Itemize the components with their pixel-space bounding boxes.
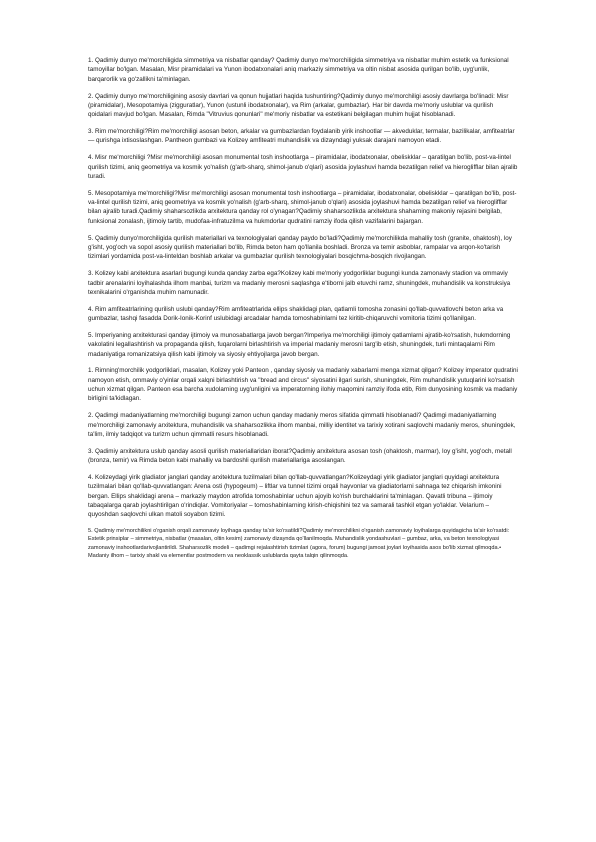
paragraph-8: 4. Rim amfiteatrlarining qurilish uslubi qanday?Rim amfiteatrlarida ellips shaklidagi plan, qatlamli tomosha zonasini qo'llab-quvvatlovchi beton arka va gumbazlar, tashqi fasadda Dorik-Ionik-Korinf uslubidagi arcadalar hamda tomoshabinlarni tez kiritib-chiqaruvchi vomitoria tizimi qo'llanilgan. xyxy=(88,305,504,323)
paragraph-7: 3. Kolizey kabi arxitektura asarlari bugungi kunda qanday zarba ega?Kolizey kabi me'moriy yodgorliklar bugungi kunda zamonaviy stadion va ommaviy tadbir arenalarini loyihalashda ilhom manbai, turizm va madaniy merosni saqlashga e'tiborni jalb etuvchi ramz, shuningdek, muhandislik va konstruksiya texnikalarini o'rganishda muhim namunadir. xyxy=(88,270,511,296)
paragraph-2: 2. Qadimiy dunyo me'morchiligining asosiy davrlari va qonun hujjatlari haqida tushuntiring?Qadimiy dunyo me'morchiligi asosiy davrlarga bo'linadi: Misr (piramidalar), Mesopotamiya (zigguratlar), Yunon (ustunli ibodatxonalar), va Rim (arkalar, gumbazlar). Har bir davrda me'moriy uslublar va qurilish qoidalari mavjud bo'lgan. Masalan, Rimda "Vitruvius qonunlari" me'moriy nisbatlar va estetikani belgilagan muhim hujjat hisoblanadi. xyxy=(88,92,509,119)
paragraph-5: 5. Mesopotamiya me'morchiligi?Misr me'morchiligi asosan monumental tosh inshootlarga – piramidalar, ibodatxonalar, obeliskklar – qaratilgan bo'lib, post-va-lintel qurilish tizimi, aniq geometriya va kosmik yo'nalish (g'arb-sharq, shimol-janub o'qlari) asosida joylashuvi hamda bezatilgan relief va hieroglifflar bilan ajralib turadi.Qadimiy shaharsozlikda arxitektura qanday rol o'ynagan?Qadimiy shaharsozlikda arxitektura shaharning makoniy rejasini belgilab, funksional zonalash, ijtimoiy tartib, mudofaa-infratuzilma va hukmdorlar qudratini ramziy ifoda qilish vazifalarini bajargan. xyxy=(88,189,517,225)
paragraph-4: 4. Misr me'morchiligi ?Misr me'morchiligi asosan monumental tosh inshootlarga – piramidalar, ibodatxonalar, obeliskklar – qaratilgan bo'lib, post-va-lintel qurilish tizimi, aniq geometriya va kosmik yo'nalish (g'arb-sharq, shimol-janub o'qlari) asosida joylashuvi hamda bezatilgan relief va hieroglifflar bilan ajralib turadi. xyxy=(88,154,518,180)
paragraph-10: 1. Rimning'morchilik yodgorliklari, masalan, Kolizey yoki Panteon , qanday siyosiy va madaniy xabarlarni menga xizmat qilgan? Kolizey imperator qudratini namoyon etish, ommaviy o'yinlar orqali xalqni birlashtirish va "bread and circus" siyosatini ilgari surish, shuningdek, Rim muhandislik yutuqlarini ko'rsatish uchun xizmat qilgan. Panteon esa barcha xudolarning uyg'unligini va imperatorning ilohiy maqomini ramziy ifoda etib, Rim dunyosining kosmik va madaniy birligini ta'kidlagan. xyxy=(88,367,518,403)
paragraph-9: 5. Imperiyaning arxitekturasi qanday ijtimoiy va munosabatlarga javob bergan?Imperiya me'morchiligi ijtimoiy qatlamlarni ajratib-ko'rsatish, hukmdorning vakolatini legallashtirish va propaganda qilish, fuqarolarni birlashtirish va imperial madaniy merosni targ'ib etish, shuningdek, turli mintaqalarni Rim madaniyatiga romanizatsiya qilish kabi ijtimoiy va siyosiy ehtiyojlarga javob bergan. xyxy=(88,331,511,358)
paragraph-6: 5. Qadimiy dunyo'morchiligida qurilish materiallari va texnologiyalari qanday paydo bo'ladi?Qadimiy me'morchilikda mahalliy tosh (granite, ohaktosh), loy g'isht, yog'och va sopol asosiy qurilish materiallari bo'lib, Rimda beton ham qo'llanila boshladi. Bronza va temir asboblar, rampalar va arqon-ko'tarish tizimlari yordamida post-va-linteldan boshlab arkalar va gumbazlar qurilish texnologiyalari bosqichma-bosqich rivojlangan. xyxy=(88,234,512,261)
paragraph-13: 4. Kolizeydagi yirik gladiator janglari qanday arxitektura tuzilmalari bilan qo'llab-quvvatlangan?Kolizeydagi yirik gladiator janglari quyidagi arxitektura tuzilmalari bilan qo'llab-quvvatlangan: Arena osti (hypogeum) – liftlar va tunnel tizimi orqali hayvonlar va gladiatorlarni sahnaga tez chiqarish imkonini bergan. Ellips shaklidagi arena – markaziy maydon atrofida tomoshabinlar uchun ajoyib ko'rish burchaklarini ta'minlagan. Qavatli tribuna – ijtimoiy tabaqalarga qarab joylashtirilgan o'rindiqlar. Vomitoriyalar – tomoshabinlarning kirish-chiqishini tez va samarali tashkil etgan yo'laklar. Velarium – quyoshdan saqlovchi ulkan matoli soyabon tizimi. xyxy=(88,473,502,519)
paragraph-1: 1. Qadimiy dunyo me'morchiligida simmetriya va nisbatlar qanday? Qadimiy dunyo me'morchiligida simmetriya va nisbatlar muhim estetik va funksional tamoyillar bo'lgan. Masalan, Misr piramidalari va Yunon ibodatxonalari aniq markaziy simmetriya va oltin nisbat asosida qurilgan bo'lib, uyg'unlik, barqarorlik va go'zallikni ta'minlagan. xyxy=(88,57,509,83)
paragraph-12: 3. Qadimiy arxitektura uslub qanday asosli qurilish materiallaridan iborat?Qadimiy arxitektura asosan tosh (ohaktosh, marmar), loy g'isht, yog'och, metall (bronza, temir) va Rimda beton kabi mahalliy va bardoshli qurilish materiallariga asoslangan. xyxy=(88,447,512,465)
document-page xyxy=(88,56,518,816)
paragraph-11: 2. Qadimgi madaniyatlarning me'morchiligi bugungi zamon uchun qanday madaniy meros sifatida qimmatli hisoblanadi? Qadimgi madaniyatlarning me'morchiligi zamonaviy arxitektura, muhandislik va shaharsozlikka ilhom manbai, milliy identitet va tarixiy xotirani saqlovchi madaniy meros, shuningdek, ta'lim, ilmiy tadqiqot va turizm uchun qimmatli resurs hisoblanadi. xyxy=(88,412,516,438)
paragraph-14: 5. Qadimiy me'morchilikni o'rganish orqali zamonaviy loyihaga qanday ta'sir ko'rsatildi?Qadimiy me'morchilikni o'rganish zamonaviy loyihalarga quyidagicha ta'sir ko'rsatdi: Estetik prinsiplar – simmetriya, nisbatlar (masalan, oltin kesim) zamonaviy dizaynda qo'llanilmoqda. Muhandislik yondashuvlari – gumbaz, arka, va beton texnologiyasi zamonaviy inshootlardarivojlantirildi. Shaharsozlik modeli – qadimgi rejalashtirish tizimlari (agora, forum) bugungi jamoat joylari loyihasida asos bo'lib xizmat qilmoqda.• Madaniy ilhom – tarixiy shakl va elementlar postmodern va neoklassik uslublarda qayta talqin qilinmoqda. xyxy=(88,528,510,559)
paragraph-3: 3. Rim me'morchiligi?Rim me'morchiligi asosan beton, arkalar va gumbazlardan foydalanib yirik inshootlar — akveduklar, termalar, bazilikalar, amfiteatrlar — qurishga ixtisoslashgan. Pantheon gumbazi va Kolizey amfiteatri muhandislik va dizayndagi yuksak darajani namoyon etadi. xyxy=(88,128,515,145)
